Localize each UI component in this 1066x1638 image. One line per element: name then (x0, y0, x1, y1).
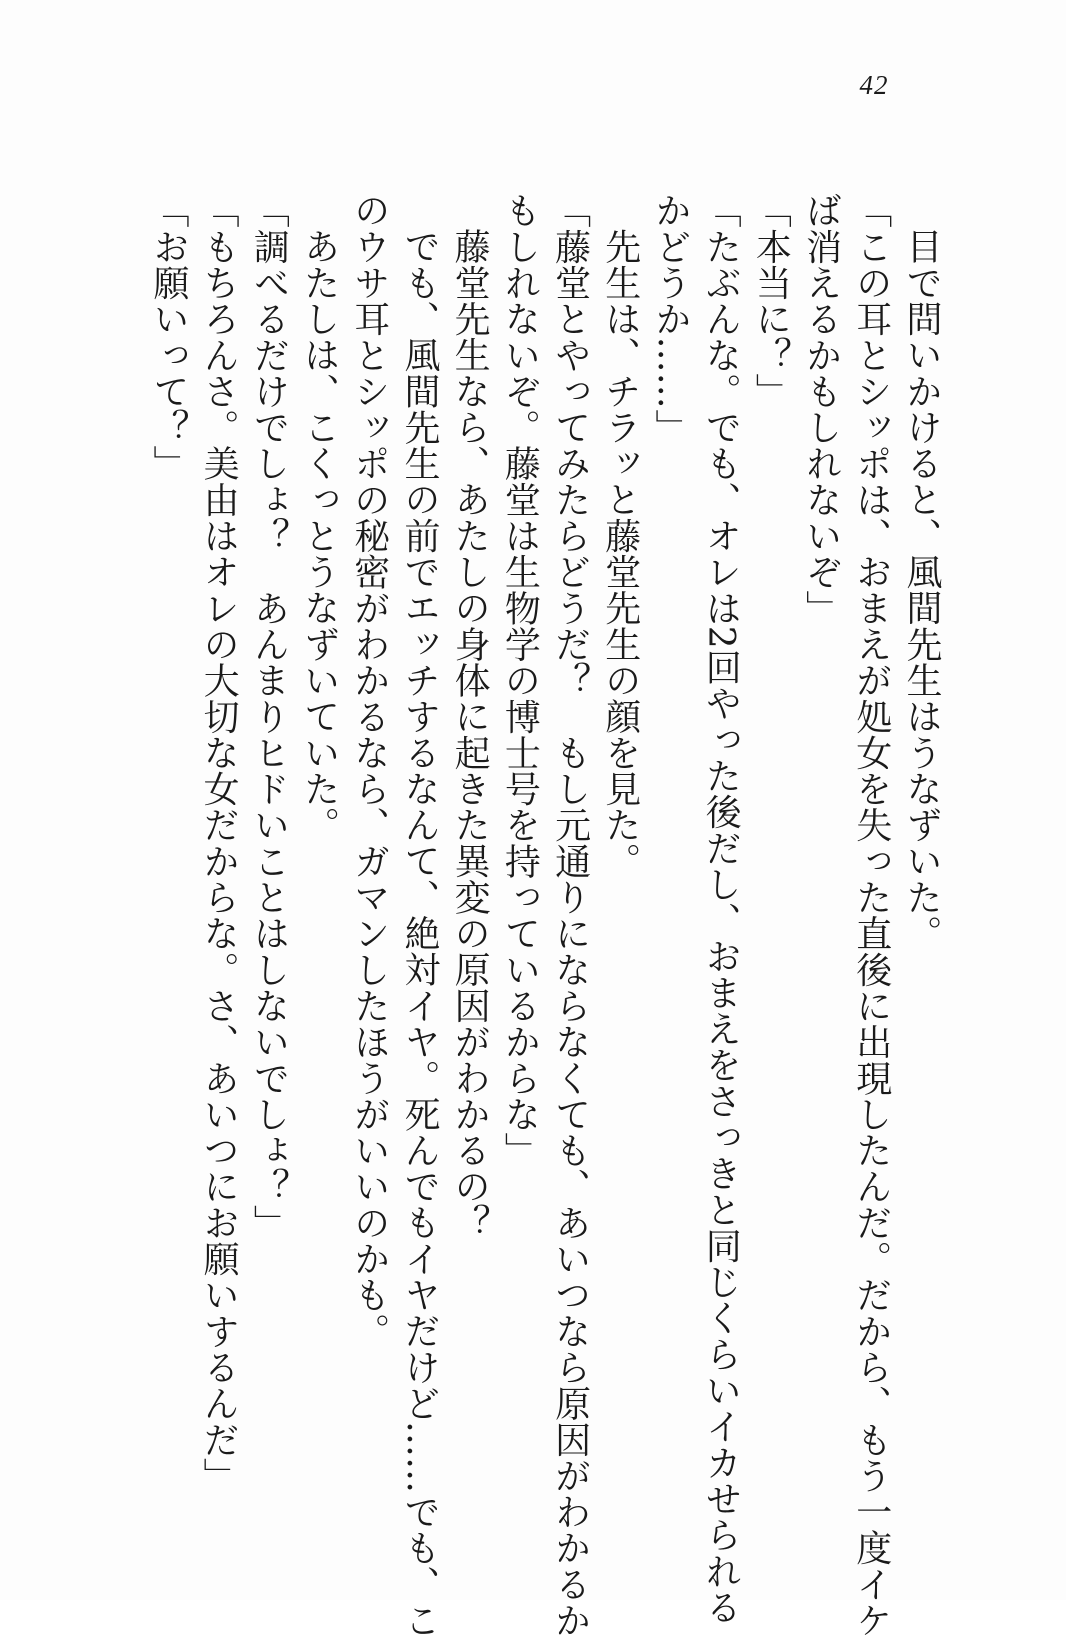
text-body (143, 192, 946, 1638)
text-line: ば消えるかもしれないぞ」 (800, 192, 842, 626)
text-line: のウサ耳とシッポの秘密がわかるなら、ガマンしたほうがいいのかも。 (348, 192, 390, 1349)
text-line: 「調べるだけでしょ？ あんまりヒドいことはしないでしょ？」 (248, 192, 290, 1241)
text-line: 「藤堂とやってみたらどうだ？ もし元通りにならなくても、あいつなら原因がわかるか (549, 192, 591, 1638)
text-line: 「本当に？」 (750, 192, 792, 409)
text-line: 「もちろんさ。美由はオレの大切な女だからな。さ、あいつにお願いするんだ」 (198, 192, 240, 1494)
text-line: 藤堂先生なら、あたしの身体に起きた異変の原因がわかるの？ (449, 228, 491, 1241)
text-line: 目で問いかけると、風間先生はうなずいた。 (901, 228, 942, 951)
text-line: 「この耳とシッポは、おまえが処女を失った直後に出現したんだ。だから、もう一度イケ (850, 192, 892, 1638)
text-line: あたしは、こくっとうなずいていた。 (298, 228, 340, 843)
text-line: かどうか……」 (649, 192, 691, 446)
text-line: 「お願いって？」 (147, 192, 189, 482)
text-line: 「たぶんな。でも、オレは2回やった後だし、おまえをさっきと同じくらいイカせられる (700, 192, 742, 1625)
text-line: もしれないぞ。藤堂は生物学の博士号を持っているからな」 (499, 192, 541, 1169)
text-line: 先生は、チラッと藤堂先生の顔を見た。 (599, 228, 641, 879)
text-line: でも、風間先生の前でエッチするなんて、絶対イヤ。死んでもイヤだけど……でも、こ (398, 228, 440, 1638)
page-number: 42 (859, 70, 889, 100)
